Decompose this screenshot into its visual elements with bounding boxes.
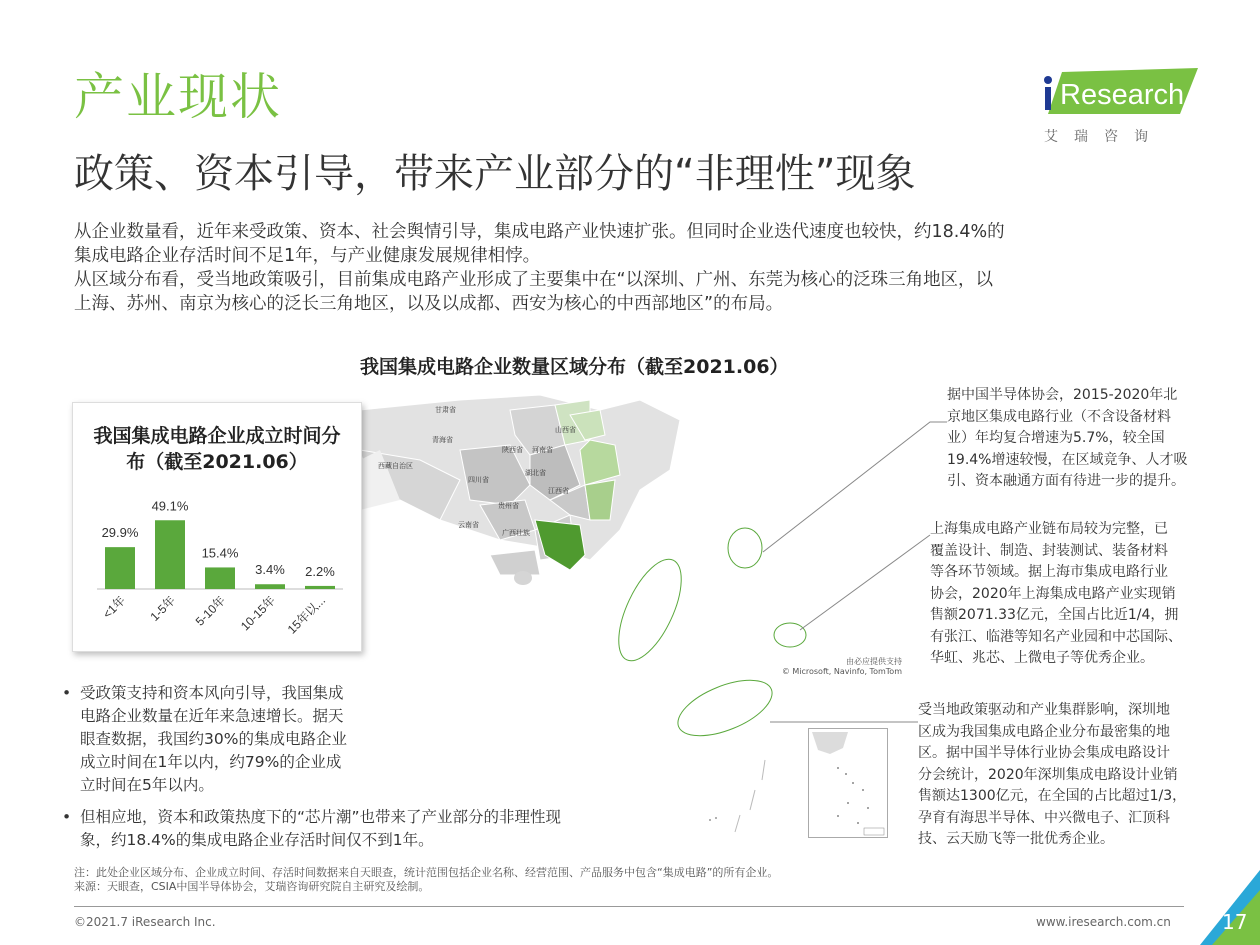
bar-value-label-4: 2.2% [305,563,335,579]
bar-value-label-1: 49.1% [151,498,189,514]
map-label-gansu: 甘肃省 [435,407,456,414]
founding-time-chart [72,402,362,652]
source-note: 注：此处企业区域分布、企业成立时间、存活时间数据来自天眼查，统计范围包括企业名称、经营范围、产品服务中包含“集成电路”的所有企业。 来源：天眼查，CSIA中国半导体协会，艾瑞咨询研究院自主研究及绘制。 [74,866,779,893]
footer-divider [74,906,1184,907]
page-subtitle: 政策、资本引导，带来产业部分的“非理性”现象 [74,151,916,197]
website-link[interactable]: www.iresearch.com.cn [1036,915,1171,929]
map-label-guangxi: 广西壮族 [502,530,530,537]
intro-line-1: 从企业数量看，近年来受政策、资本、社会舆情引导，集成电路产业快速扩张。但同时企业迭代速度也较快，约18.4%的 [74,222,1005,242]
highlight-shapes [600,520,840,840]
bar-value-label-0: 29.9% [101,525,139,541]
svg-text:Research: Research [1060,79,1185,111]
bar-chart-svg [73,403,363,653]
map-label-shaanxi: 陕西省 [502,447,523,454]
callout-shenzhen: 受当地政策驱动和产业集群影响，深圳地 区成为我国集成电路企业分布最密集的地 区。据中国半导体行业协会集成电路设计 分会统计，2020年深圳集成电路设计业销 售额达1300亿元，在全国的占比超过1/3， 孕育有海思半导体、中兴微电子、汇顶科 技、云天励飞等一批优秀企业。 [918,702,1187,847]
map-credit: 由必应提供支持 © Microsoft, Navinfo, TomTom [781,657,902,676]
map-label-qinghai: 青海省 [432,437,453,444]
map-label-yunnan: 云南省 [458,522,479,529]
logo-chinese-name: 艾瑞咨询 [1044,129,1164,145]
callout-shanghai: 上海集成电路产业链布局较为完整，已 覆盖设计、制造、封装测试、装备材料 等各环节领域。据上海市集成电路行业 协会，2020年上海集成电路产业实现销 售额2071.33亿元，全国占比近1/4，拥 有张江、临港等知名产业园和中芯国际、 华虹、兆芯、上微电子等优秀企业。 [930,521,1182,666]
map-title: 我国集成电路企业数量区域分布（截至2021.06） [360,356,789,378]
map-label-guizhou: 贵州省 [498,503,519,510]
bullet-chip-wave: • 但相应地，资本和政策热度下的“芯片潮”也带来了产业部分的非理性现 象，约18.4%的集成电路企业存活时间仅不到1年。 [62,808,562,849]
category-label-0: <1年 [100,593,129,622]
bullet-policy: • 受政策支持和资本风向引导，我国集成 电路企业数量在近年来急速增长。据天 眼查数据，我国约30%的集成电路企业 成立时间在1年以内，约79%的企业成 立时间在5年以内。 [62,684,347,794]
map-label-hubei: 湖北省 [525,470,546,477]
intro-line-4: 上海、苏州、南京为核心的泛长三角地区，以及以成都、西安为核心的中西部地区”的布局。 [74,294,784,314]
map-label-shanxi: 山西省 [555,427,576,434]
south-sea-inset [808,728,888,838]
bar-value-label-2: 15.4% [201,545,239,561]
category-label-1: 1-5年 [147,593,179,624]
bar-3 [255,584,285,589]
bar-1 [155,520,185,589]
map-label-tibet: 西藏自治区 [378,463,413,470]
copyright: ©2021.7 iResearch Inc. [74,915,216,929]
page-number: 17 [1222,910,1248,934]
map-label-henan: 河南省 [532,447,553,454]
page-title: 产业现状 [74,68,282,126]
logo-wordmark [1040,68,1198,114]
bar-4 [305,586,335,589]
category-label-4: 15年以... [284,593,329,637]
bar-0 [105,547,135,589]
chart-title: 我国集成电路企业成立时间分布（截至2021.06） [93,425,341,473]
callout-beijing: 据中国半导体协会，2015-2020年北 京地区集成电路行业（不含设备材料 业）年均复合增速为5.7%，较全国 19.4%增速较慢，在区域竞争、人才吸 引、资本融通方面有待进一步的提升。 [947,387,1188,489]
intro-line-3: 从区域分布看，受当地政策吸引，目前集成电路产业形成了主要集中在“以深圳、广州、东莞为核心的泛珠三角地区，以 [74,270,994,290]
bar-value-label-3: 3.4% [255,562,285,578]
intro-line-2: 集成电路企业存活时间不足1年，与产业健康发展规律相悖。 [74,246,541,266]
map-label-jiangxi: 江西省 [548,488,569,495]
iresearch-logo [1040,68,1198,148]
category-label-2: 5-10年 [192,593,229,629]
category-label-3: 10-15年 [238,593,279,634]
map-label-sichuan: 四川省 [468,477,489,484]
bar-2 [205,567,235,589]
